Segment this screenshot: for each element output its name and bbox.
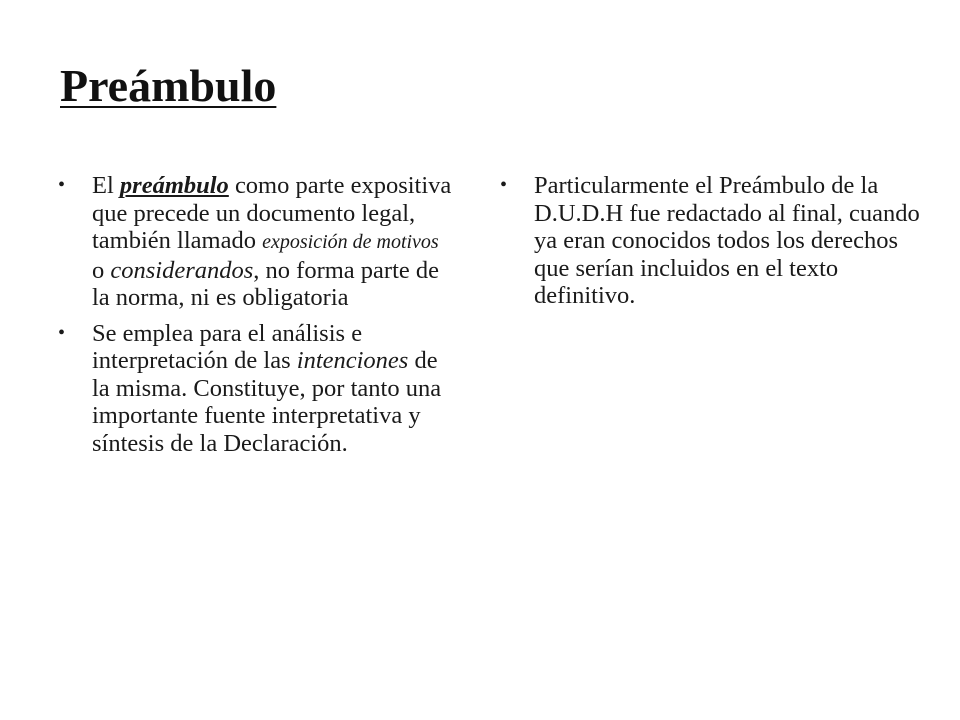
slide-title: Preámbulo [60,60,277,111]
item-text: El [92,172,120,199]
right-bullet-list [500,172,920,310]
left-column [58,172,453,465]
italic-term: considerandos [110,256,254,284]
bullet-icon: • [58,174,66,196]
left-bullet-list [58,172,453,457]
item-text: Particularmente el Preámbulo de la D.U.D.H fue redactado al final, cuando ya eran conocidos todos los derechos que serían incluidos en el texto definitivo. [534,172,920,309]
italic-term: intenciones [296,347,409,374]
list-item [500,172,920,310]
item-text: , no forma parte de la norma, ni es obligatoria [92,256,440,311]
item-text: o [92,256,111,284]
right-column [500,172,920,318]
bullet-icon: • [500,174,508,196]
item-text: de la misma. Constituye, por tanto una importante fuente interpretativa y síntesis de la Declaración. [92,347,442,457]
item-text: Se emplea para el análisis e interpretación de las [92,319,363,374]
item-text: como parte expositiva que precede un documento legal, también llamado [92,172,452,254]
highlighted-term: preámbulo [119,172,229,199]
italic-term: exposición de motivos [262,231,439,253]
bullet-icon: • [58,321,66,344]
list-item [58,172,453,312]
list-item [58,320,453,458]
